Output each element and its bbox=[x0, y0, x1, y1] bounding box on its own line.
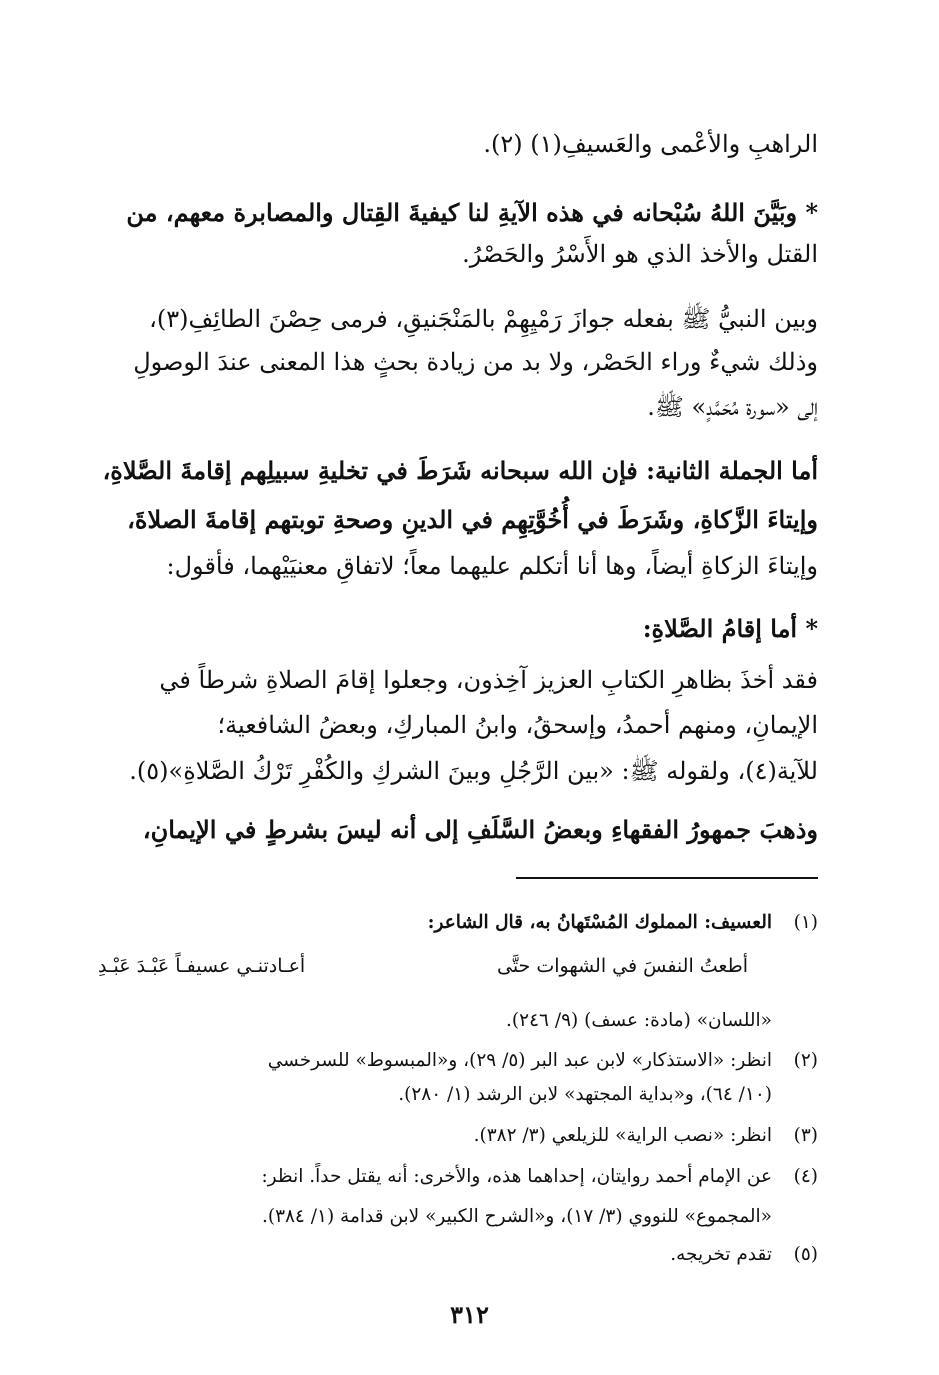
footnote-number: (١) bbox=[793, 912, 818, 933]
footnote-source: «اللسان» (مادة: عسف) (٩/ ٢٤٦). bbox=[506, 1010, 772, 1031]
page-number: ٣١٢ bbox=[450, 1300, 489, 1329]
footnote-4 bbox=[98, 1160, 818, 1194]
body-line: وإيتاءَ الزَّكاةِ، وشَرَطَ في أُخُوَّتِهِم في الدينِ وصحةِ توبتهم إقامةَ الصلاةَ، bbox=[127, 505, 818, 534]
footnote-text: تقدم تخريجه. bbox=[670, 1244, 772, 1265]
verse-first-hemistich: أطعتُ النفسَ في الشهوات حتَّى bbox=[496, 955, 748, 977]
footnote-number: (٢) bbox=[793, 1050, 818, 1071]
footnote-text: عن الإمام أحمد روايتان، إحداهما هذه، والأخرى: أنه يقتل حداً. انظر: bbox=[261, 1166, 772, 1187]
body-line: للآية(٤)، ولقوله ﷺ: «بين الرَّجُلِ وبينَ الشركِ والكُفْرِ تَرْكُ الصَّلاةِ»(٥). bbox=[129, 757, 818, 785]
body-line: القتل والأخذ الذي هو الأَسْرُ والحَصْرُ. bbox=[462, 240, 818, 268]
footnote-text: «المجموع» للنووي (٣/ ١٧)، و«الشرح الكبير» لابن قدامة (١/ ٣٨٤). bbox=[261, 1206, 772, 1227]
body-line: أما الجملة الثانية: فإن الله سبحانه شَرَطَ في تخليةِ سبيلِهم إقامةَ الصَّلاةِ، bbox=[102, 456, 818, 485]
body-line: الراهبِ والأعْمى والعَسيفِ(١) (٢). bbox=[483, 130, 818, 158]
footnote-3 bbox=[98, 1119, 818, 1153]
footnote-2 bbox=[98, 1044, 818, 1078]
footnote-text: العسيف: المملوك المُسْتَهانُ به، قال الشاعر: bbox=[427, 912, 772, 933]
section-heading: * أما إقامُ الصَّلاةِ: bbox=[642, 614, 818, 643]
body-line: وإيتاءَ الزكاةِ أيضاً، وها أنا أتكلم عليهما معاً؛ لاتفاقِ معنيَيْهما، فأقول: bbox=[166, 552, 818, 580]
footnote-number: (٤) bbox=[793, 1166, 818, 1187]
body-line: وذهبَ جمهورُ الفقهاءِ وبعضُ السَّلَفِ إلى أنه ليسَ بشرطٍ في الإيمانِ، bbox=[142, 815, 818, 844]
body-line: * وبَيَّنَ اللهُ سُبْحانه في هذه الآيةِ لنا كيفيةَ القِتال والمصابرة معهم، من bbox=[126, 198, 818, 227]
footnote-1 bbox=[98, 906, 818, 940]
footnote-separator bbox=[516, 877, 818, 879]
footnote-number: (٣) bbox=[793, 1125, 818, 1146]
body-line: الإيمانِ، ومنهم أحمدُ، وإسحقُ، وابنُ المباركِ، وبعضُ الشافعية؛ bbox=[217, 711, 818, 739]
footnote-number: (٥) bbox=[793, 1244, 818, 1265]
body-line: إلى «سورة مُحَمَّدٍ» ﷺ. bbox=[647, 393, 818, 421]
footnote-text: (١٠/ ٦٤)، و«بداية المجتهد» لابن الرشد (١/ ٢٨٠). bbox=[398, 1084, 772, 1105]
footnote-text: انظر: «نصب الراية» للزيلعي (٣/ ٣٨٢). bbox=[473, 1125, 772, 1146]
footnote-5 bbox=[98, 1238, 818, 1272]
poetry-verse bbox=[98, 955, 818, 985]
body-line: وبين النبيُّ ﷺ بفعله جوازَ رَمْيِهِمْ بالمَنْجَنيقِ، فرمى حِصْنَ الطائِفِ(٣)، bbox=[149, 305, 818, 333]
verse-second-hemistich: أعـادتنـي عسيفـاً عَبْـدَ عَبْـدِ bbox=[98, 955, 306, 977]
body-line: فقد أخذَ بظاهرِ الكتابِ العزيز آخِذون، وجعلوا إقامَ الصلاةِ شرطاً في bbox=[159, 666, 818, 694]
footnote-text: انظر: «الاستذكار» لابن عبد البر (٥/ ٢٩)، و«المبسوط» للسرخسي bbox=[267, 1050, 772, 1071]
body-line: وذلك شيءٌ وراء الحَصْر، ولا بد من زيادة بحثٍ هذا المعنى عندَ الوصولِ bbox=[133, 348, 818, 376]
